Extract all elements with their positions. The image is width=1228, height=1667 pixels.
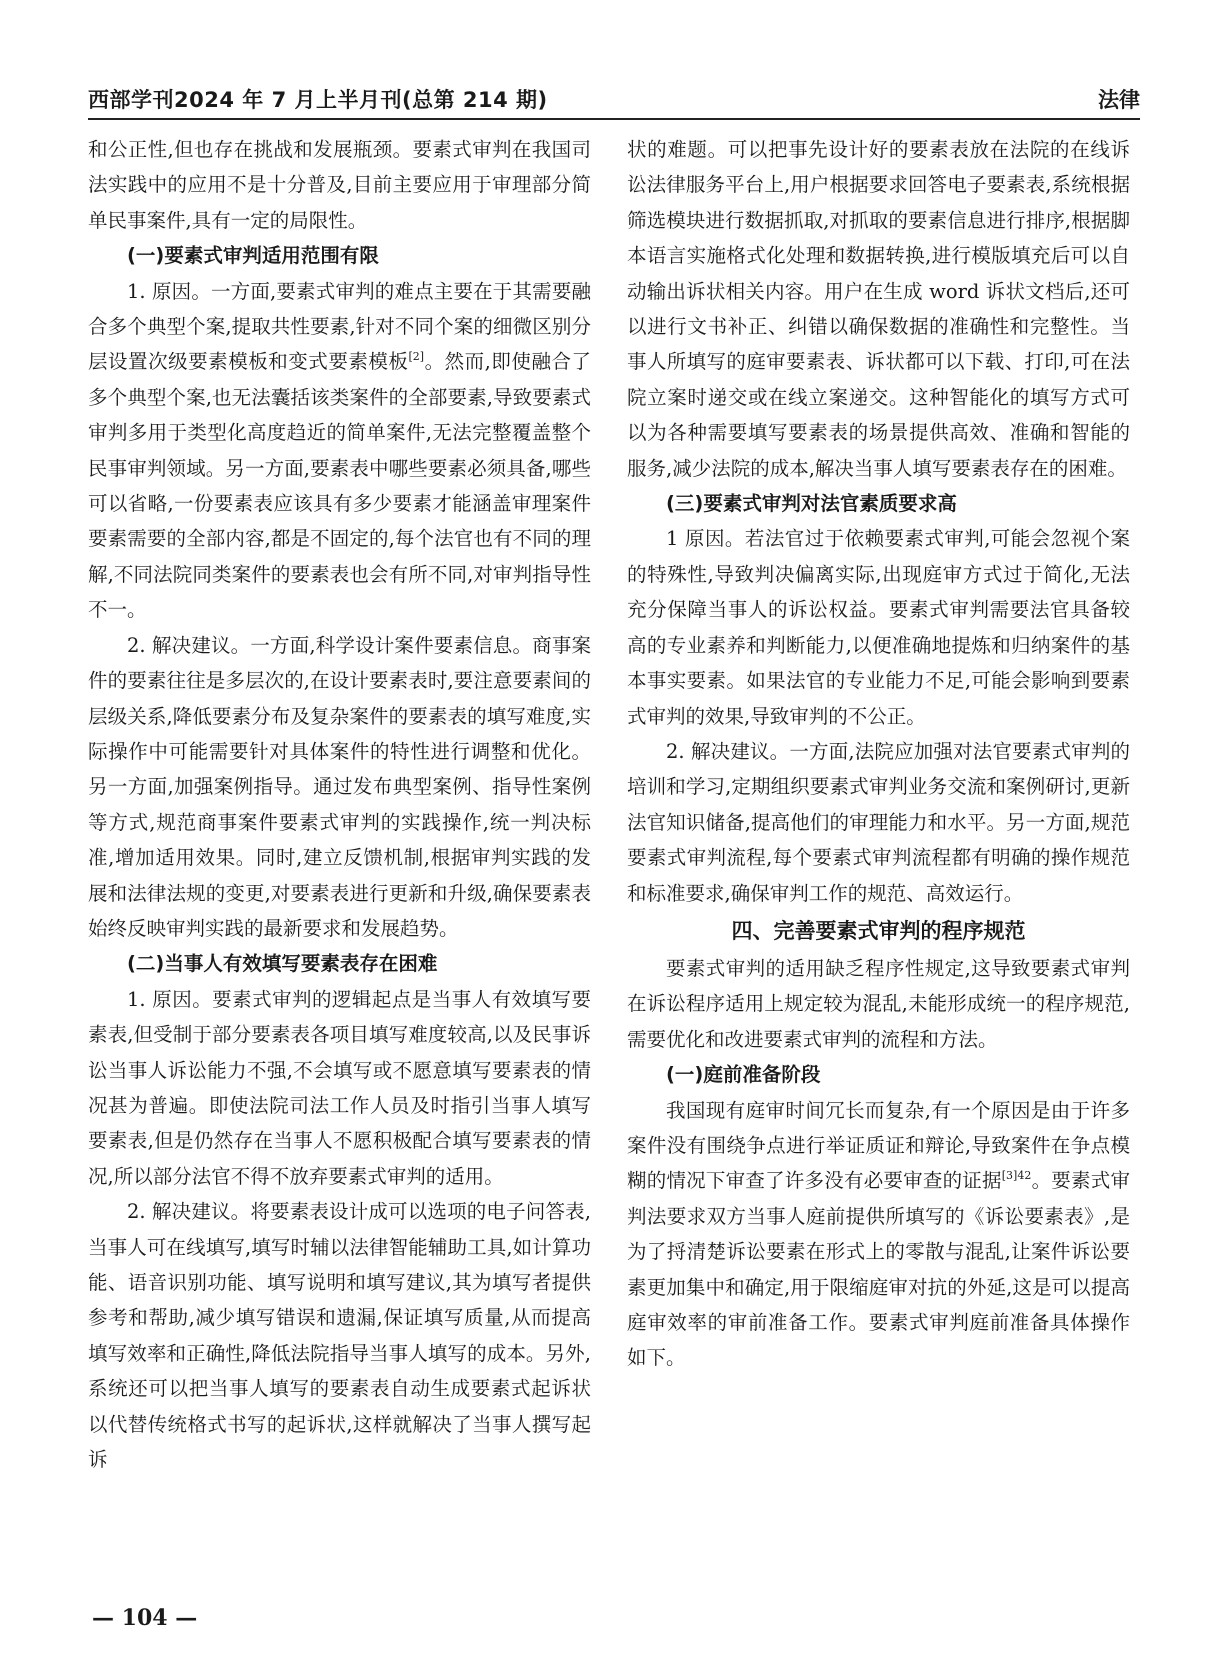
subheading: (一)要素式审判适用范围有限 bbox=[127, 244, 379, 268]
section-heading: 四、完善要素式审判的程序规范 bbox=[731, 918, 1026, 943]
paragraph: 2. 解决建议。一方面,法院应加强对法官要素式审判的培训和学习,定期组织要素式审判业务交流和案例研讨,更新法官知识储备,提高他们的审理能力和水平。另一方面,规范要素式审判流程,每个要素式审判流程都有明确的操作规范和标准要求,确保审判工作的规范、高效运行。 bbox=[627, 739, 1130, 905]
paragraph: 要素式审判的适用缺乏程序性规定,这导致要素式审判在诉讼程序适用上规定较为混乱,未能形成统一的程序规范,需要优化和改进要素式审判的流程和方法。 bbox=[627, 956, 1130, 1051]
page-header bbox=[88, 78, 1140, 120]
page-number: — 104 — bbox=[92, 1605, 198, 1631]
citation: [2] bbox=[408, 350, 425, 364]
paragraph-text: 我国现有庭审时间冗长而复杂,有一个原因是由于许多案件没有围绕争点进行举证质证和辩论,导致案件在争点模糊的情况下审查了许多没有必要审查的证据 bbox=[627, 1098, 1130, 1193]
subheading: (一)庭前准备阶段 bbox=[666, 1063, 821, 1087]
section-label: 法律 bbox=[1098, 88, 1140, 112]
subheading: (三)要素式审判对法官素质要求高 bbox=[666, 492, 957, 516]
journal-title: 西部学刊2024 年 7 月上半月刊(总第 214 期) bbox=[88, 88, 548, 112]
paragraph: 1. 原因。要素式审判的逻辑起点是当事人有效填写要素表,但受制于部分要素表各项目填写难度较高,以及民事诉讼当事人诉讼能力不强,不会填写或不愿意填写要素表的情况甚为普遍。即使法院司法工作人员及时指引当事人填写要素表,但是仍然存在当事人不愿积极配合填写要素表的情况,所以部分法官不得不放弃要素式审判的适用。 bbox=[88, 987, 591, 1188]
paragraph: 2. 解决建议。一方面,科学设计案件要素信息。商事案件的要素往往是多层次的,在设计要素表时,要注意要素间的层级关系,降低要素分布及复杂案件的要素表的填写难度,实际操作中可能需要针对具体案件的特性进行调整和优化。另一方面,加强案例指导。通过发布典型案例、指导性案例等方式,规范商事案件要素式审判的实践操作,统一判决标准,增加适用效果。同时,建立反馈机制,根据审判实践的发展和法律法规的变更,对要素表进行更新和升级,确保要素表始终反映审判实践的最新要求和发展趋势。 bbox=[88, 633, 591, 940]
paragraph bbox=[627, 1093, 1130, 1376]
right-column bbox=[627, 132, 1130, 1376]
paragraph-text: 。要素式审判法要求双方当事人庭前提供所填写的《诉讼要素表》,是为了捋清楚诉讼要素在形式上的零散与混乱,让案件诉讼要素更加集中和确定,用于限缩庭审对抗的外延,这是可以提高庭审效率的审前准备工作。要素式审判庭前准备具体操作如下。 bbox=[627, 1169, 1130, 1370]
paragraph-text: 。然而,即使融合了多个典型个案,也无法囊括该类案件的全部要素,导致要素式审判多用于类型化高度趋近的简单案件,无法完整覆盖整个民事审判领域。另一方面,要素表中哪些要素必须具备,哪些可以省略,一份要素表应该具有多少要素才能涵盖审理案件要素需要的全部内容,都是不固定的,每个法官也有不同的理解,不同法院同类案件的要素表也会有所不同,对审判指导性不一。 bbox=[88, 350, 591, 622]
citation: [3]42 bbox=[1001, 1169, 1032, 1183]
paragraph: 1 原因。若法官过于依赖要素式审判,可能会忽视个案的特殊性,导致判决偏离实际,出现庭审方式过于简化,无法充分保障当事人的诉讼权益。要素式审判需要法官具备较高的专业素养和判断能力,以便准确地提炼和归纳案件的基本事实要素。如果法官的专业能力不足,可能会影响到要素式审判的效果,导致审判的不公正。 bbox=[627, 527, 1130, 728]
left-column bbox=[88, 132, 591, 1477]
subheading: (二)当事人有效填写要素表存在困难 bbox=[127, 952, 438, 976]
paragraph: 状的难题。可以把事先设计好的要素表放在法院的在线诉讼法律服务平台上,用户根据要求回答电子要素表,系统根据筛选模块进行数据抓取,对抓取的要素信息进行排序,根据脚本语言实施格式化处理和数据转换,进行模版填充后可以自动输出诉状相关内容。用户在生成 word 诉状文档后,还可以进行文书补正、纠错以确保数据的准确性和完整性。当事人所填写的庭审要素表、诉状都可以下载、打印,可在法院立案时递交或在线立案递交。这种智能化的填写方式可以为各种需要填写要素表的场景提供高效、准确和智能的服务,减少法院的成本,解决当事人填写要素表存在的困难。 bbox=[627, 138, 1130, 480]
paragraph-text: 1. 原因。一方面,要素式审判的难点主要在于其需要融合多个典型个案,提取共性要素,针对不同个案的细微区别分层设置次级要素模板和变式要素模板 bbox=[88, 279, 591, 374]
paragraph: 2. 解决建议。将要素表设计成可以选项的电子问答表,当事人可在线填写,填写时辅以法律智能辅助工具,如计算功能、语音识别功能、填写说明和填写建议,其为填写者提供参考和帮助,减少填写错误和遗漏,保证填写质量,从而提高填写效率和正确性,降低法院指导当事人填写的成本。另外,系统还可以把当事人填写的要素表自动生成要素式起诉状以代替传统格式书写的起诉状,这样就解决了当事人撰写起诉 bbox=[88, 1200, 591, 1472]
paragraph bbox=[88, 274, 591, 628]
paragraph: 和公正性,但也存在挑战和发展瓶颈。要素式审判在我国司法实践中的应用不是十分普及,目前主要应用于审理部分简单民事案件,具有一定的局限性。 bbox=[88, 138, 591, 232]
